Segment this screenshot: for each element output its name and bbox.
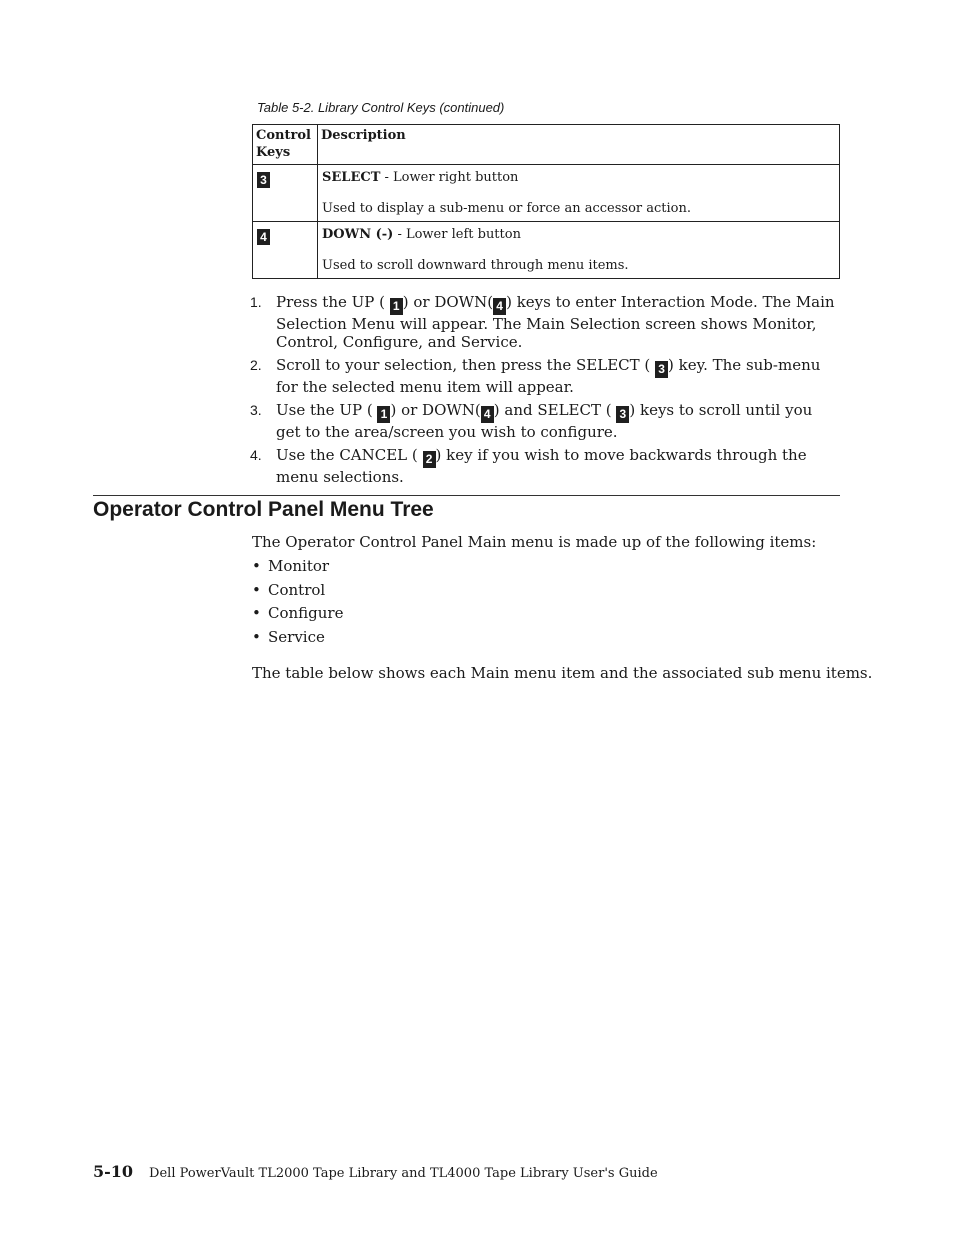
step-text: Press the UP (	[276, 293, 390, 311]
step-number: 1.	[250, 294, 262, 310]
step-item	[250, 446, 840, 486]
page-footer	[93, 1162, 658, 1184]
table-row	[253, 165, 840, 222]
instruction-steps	[250, 293, 840, 491]
bullet-icon: •	[252, 557, 261, 575]
key-badge-icon: 4	[493, 298, 506, 315]
key-badge-icon: 2	[423, 451, 436, 468]
key-description: - Lower right button	[380, 170, 519, 185]
list-item-label: Service	[268, 627, 325, 646]
description-cell	[318, 222, 840, 279]
column-header-description: Description	[318, 125, 840, 165]
bullet-icon: •	[252, 604, 261, 622]
step-text: Use the CANCEL (	[276, 446, 423, 464]
key-cell	[253, 165, 318, 222]
table-header-row	[253, 125, 840, 165]
table-caption: Table 5-2. Library Control Keys (continued)	[257, 100, 505, 115]
key-badge-icon: 1	[390, 298, 403, 315]
key-usage: Used to scroll downward through menu items.	[322, 258, 629, 273]
step-number: 3.	[250, 402, 262, 418]
key-badge-icon: 4	[257, 229, 270, 245]
key-badge-icon: 4	[481, 406, 494, 423]
step-item	[250, 356, 840, 396]
step-item	[250, 293, 840, 351]
main-menu-list	[252, 557, 343, 651]
list-item	[252, 604, 343, 628]
step-number: 4.	[250, 447, 262, 463]
page-number: 5-10	[93, 1162, 134, 1181]
step-text: ) key. The sub-menu for the selected menu item will appear.	[276, 356, 821, 396]
key-badge-icon: 3	[655, 361, 668, 378]
control-keys-table	[252, 124, 840, 279]
step-text: ) key if you wish to move backwards through the menu selections.	[276, 446, 807, 486]
list-item-label: Control	[268, 580, 326, 599]
key-name: SELECT	[322, 170, 381, 185]
description-cell	[318, 165, 840, 222]
list-item	[252, 557, 343, 581]
key-usage: Used to display a sub-menu or force an accessor action.	[322, 201, 692, 216]
step-text: Scroll to your selection, then press the SELECT (	[276, 356, 656, 374]
key-badge-icon: 3	[257, 172, 270, 188]
bullet-icon: •	[252, 580, 261, 599]
bullet-icon: •	[252, 627, 261, 646]
step-text: ) or DOWN(	[390, 401, 481, 419]
section-heading: Operator Control Panel Menu Tree	[93, 498, 434, 521]
list-item	[252, 581, 343, 605]
key-badge-icon: 1	[377, 406, 390, 423]
step-text: Use the UP (	[276, 401, 378, 419]
key-name: DOWN (-)	[322, 227, 394, 242]
intro-paragraph: The Operator Control Panel Main menu is made up of the following items:	[252, 533, 817, 551]
key-cell	[253, 222, 318, 279]
step-text: ) or DOWN(	[402, 293, 494, 311]
column-header-control-keys: Control Keys	[253, 125, 318, 165]
list-item-label: Configure	[268, 604, 344, 622]
key-description: - Lower left button	[393, 227, 521, 242]
step-item	[250, 401, 840, 441]
list-item	[252, 628, 343, 652]
step-text: ) and SELECT (	[493, 401, 617, 419]
key-badge-icon: 3	[616, 406, 629, 423]
step-number: 2.	[250, 357, 262, 373]
document-title: Dell PowerVault TL2000 Tape Library and TL4000 Tape Library User's Guide	[149, 1166, 658, 1181]
step-text: ) keys to scroll until you get to the area/screen you wish to configure.	[276, 401, 813, 441]
table-row	[253, 222, 840, 279]
list-item-label: Monitor	[268, 557, 330, 575]
step-text: ) keys to enter Interaction Mode. The Main Selection Menu will appear. The Main Selection screen shows Monitor, Control, Configure, and Service.	[276, 293, 835, 351]
outro-paragraph: The table below shows each Main menu item and the associated sub menu items.	[252, 664, 873, 682]
section-divider	[93, 495, 840, 496]
